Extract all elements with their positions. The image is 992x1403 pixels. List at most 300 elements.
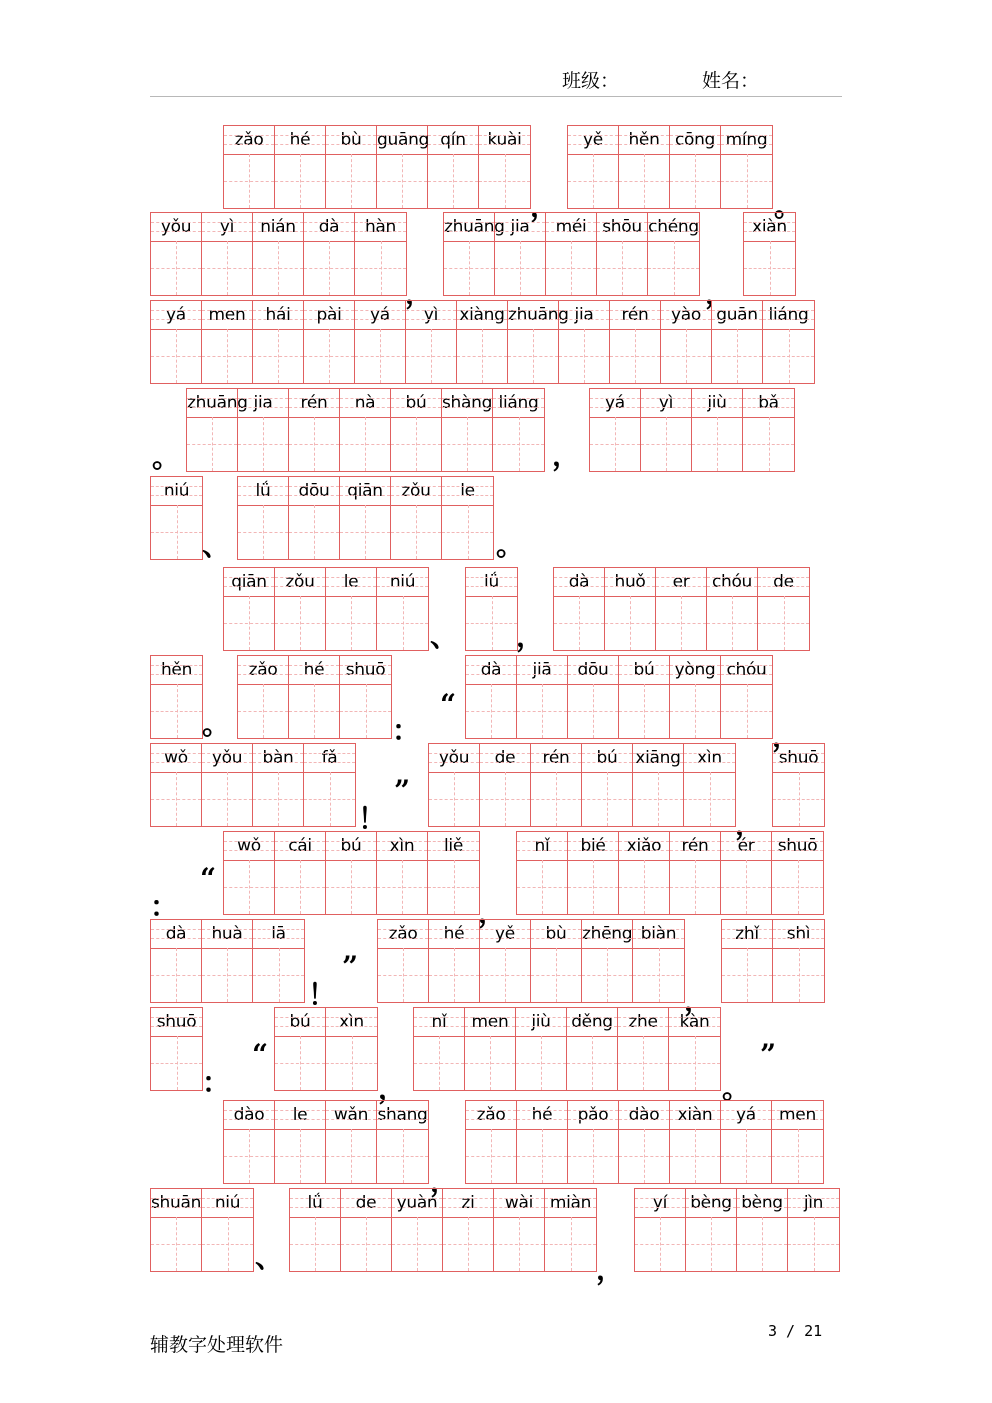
character-cell[interactable] (202, 1189, 253, 1271)
hanzi-writing-box[interactable] (391, 505, 441, 559)
hanzi-writing-box[interactable] (692, 417, 742, 471)
hanzi-writing-box[interactable] (224, 596, 274, 650)
hanzi-writing-box[interactable] (590, 417, 640, 471)
hanzi-writing-box[interactable] (517, 860, 567, 914)
hanzi-writing-box[interactable] (480, 772, 530, 826)
character-cell[interactable] (692, 389, 743, 471)
character-cell[interactable] (554, 568, 605, 650)
character-cell[interactable] (457, 301, 508, 383)
character-cell[interactable] (479, 126, 530, 208)
character-cell[interactable] (253, 213, 304, 295)
hanzi-writing-box[interactable] (377, 1129, 428, 1183)
hanzi-writing-box[interactable] (444, 241, 494, 295)
hanzi-writing-box[interactable] (151, 329, 201, 383)
hanzi-writing-box[interactable] (568, 860, 618, 914)
pinyin-label: le (326, 568, 376, 597)
character-cell[interactable] (377, 1101, 428, 1183)
character-cell[interactable] (531, 920, 582, 1002)
character-cell[interactable] (202, 920, 253, 1002)
hanzi-writing-box[interactable] (290, 1217, 340, 1271)
punctuation-mark: 。 (202, 708, 231, 741)
hanzi-writing-box[interactable] (151, 684, 202, 738)
pinyin-label: pài (304, 301, 354, 330)
pinyin-label: cōng (670, 126, 720, 155)
punctuation-mark: ， (478, 896, 507, 929)
hanzi-writing-box[interactable] (224, 860, 274, 914)
character-cell[interactable] (568, 126, 619, 208)
hanzi-writing-box[interactable] (340, 505, 390, 559)
character-cell[interactable] (202, 301, 253, 383)
character-cell[interactable] (428, 832, 479, 914)
character-cell[interactable] (568, 656, 619, 738)
hanzi-writing-box[interactable] (597, 241, 647, 295)
hanzi-writing-box[interactable] (466, 596, 517, 650)
pinyin-label: wǒ (224, 832, 274, 861)
hanzi-writing-box[interactable] (619, 154, 669, 208)
character-cell[interactable] (326, 126, 377, 208)
hanzi-writing-box[interactable] (763, 329, 814, 383)
punctuation-mark: ， (405, 277, 434, 310)
character-cell[interactable] (517, 1101, 568, 1183)
hanzi-writing-box[interactable] (151, 1217, 201, 1271)
hanzi-writing-box[interactable] (517, 684, 567, 738)
character-cell[interactable] (238, 389, 289, 471)
character-cell[interactable] (202, 213, 253, 295)
hanzi-writing-box[interactable] (326, 154, 376, 208)
character-cell[interactable] (465, 1008, 516, 1090)
pinyin-label: lǘ (466, 568, 517, 597)
punctuation-mark: “ (440, 688, 457, 721)
hanzi-writing-box[interactable] (743, 417, 794, 471)
grid-group (743, 212, 796, 296)
character-cell[interactable] (355, 213, 406, 295)
hanzi-writing-box[interactable] (253, 948, 304, 1002)
character-cell[interactable] (619, 126, 670, 208)
hanzi-writing-box[interactable] (428, 154, 478, 208)
hanzi-writing-box[interactable] (326, 1129, 376, 1183)
character-cell[interactable] (669, 1008, 720, 1090)
hanzi-writing-box[interactable] (568, 154, 618, 208)
grid-group (150, 919, 305, 1003)
character-cell[interactable] (531, 744, 582, 826)
hanzi-writing-box[interactable] (429, 948, 479, 1002)
character-cell[interactable] (656, 568, 707, 650)
hanzi-writing-box[interactable] (758, 596, 809, 650)
hanzi-writing-box[interactable] (605, 596, 655, 650)
hanzi-writing-box[interactable] (238, 505, 288, 559)
hanzi-writing-box[interactable] (545, 1217, 596, 1271)
hanzi-writing-box[interactable] (275, 596, 325, 650)
character-cell[interactable] (238, 656, 289, 738)
character-cell[interactable] (326, 1008, 377, 1090)
character-cell[interactable] (737, 1189, 788, 1271)
character-cell[interactable] (707, 568, 758, 650)
character-cell[interactable] (428, 126, 479, 208)
character-cell[interactable] (253, 301, 304, 383)
character-cell[interactable] (151, 1189, 202, 1271)
hanzi-writing-box[interactable] (275, 1129, 325, 1183)
hanzi-writing-box[interactable] (633, 948, 684, 1002)
hanzi-writing-box[interactable] (707, 596, 757, 650)
character-cell[interactable] (516, 1008, 567, 1090)
character-cell[interactable] (508, 301, 569, 383)
hanzi-writing-box[interactable] (304, 241, 354, 295)
hanzi-writing-box[interactable] (684, 772, 735, 826)
pinyin-label: míng (721, 126, 772, 155)
hanzi-writing-box[interactable] (493, 417, 544, 471)
character-cell[interactable] (304, 744, 355, 826)
hanzi-writing-box[interactable] (202, 329, 252, 383)
hanzi-writing-box[interactable] (326, 860, 376, 914)
character-cell[interactable] (275, 126, 326, 208)
character-cell[interactable] (304, 301, 355, 383)
character-cell[interactable] (151, 301, 202, 383)
hanzi-writing-box[interactable] (151, 241, 201, 295)
hanzi-writing-box[interactable] (670, 684, 720, 738)
hanzi-writing-box[interactable] (744, 241, 795, 295)
character-cell[interactable] (633, 920, 684, 1002)
character-cell[interactable] (493, 389, 544, 471)
character-cell[interactable] (289, 656, 340, 738)
hanzi-writing-box[interactable] (238, 417, 288, 471)
hanzi-writing-box[interactable] (202, 241, 252, 295)
hanzi-writing-box[interactable] (442, 505, 493, 559)
character-cell[interactable] (290, 1189, 341, 1271)
character-cell[interactable] (721, 832, 772, 914)
hanzi-writing-box[interactable] (442, 417, 492, 471)
hanzi-writing-box[interactable] (340, 417, 390, 471)
character-cell[interactable] (224, 126, 275, 208)
hanzi-writing-box[interactable] (275, 1036, 325, 1090)
hanzi-writing-box[interactable] (466, 684, 516, 738)
character-cell[interactable] (224, 568, 275, 650)
character-cell[interactable] (466, 568, 517, 650)
character-cell[interactable] (442, 389, 493, 471)
hanzi-writing-box[interactable] (772, 1129, 823, 1183)
hanzi-writing-box[interactable] (406, 329, 456, 383)
hanzi-writing-box[interactable] (275, 860, 325, 914)
hanzi-writing-box[interactable] (670, 154, 720, 208)
character-cell[interactable] (721, 126, 772, 208)
character-cell[interactable] (559, 301, 610, 383)
hanzi-writing-box[interactable] (480, 948, 530, 1002)
character-cell[interactable] (722, 920, 773, 1002)
character-cell[interactable] (340, 389, 391, 471)
character-cell[interactable] (568, 832, 619, 914)
hanzi-writing-box[interactable] (670, 1129, 720, 1183)
grid-group (465, 655, 773, 739)
hanzi-writing-box[interactable] (151, 948, 201, 1002)
hanzi-writing-box[interactable] (341, 1217, 391, 1271)
hanzi-writing-box[interactable] (202, 1217, 253, 1271)
character-cell[interactable] (289, 389, 340, 471)
hanzi-writing-box[interactable] (377, 154, 427, 208)
hanzi-writing-box[interactable] (224, 154, 274, 208)
character-cell[interactable] (224, 1101, 275, 1183)
hanzi-writing-box[interactable] (582, 948, 632, 1002)
pinyin-label: yì (202, 213, 252, 242)
character-cell[interactable] (444, 213, 505, 295)
character-cell[interactable] (763, 301, 814, 383)
character-cell[interactable] (442, 477, 493, 559)
character-cell[interactable] (517, 832, 568, 914)
hanzi-writing-box[interactable] (568, 1129, 618, 1183)
pinyin-label: jiù (516, 1008, 566, 1037)
character-cell[interactable] (466, 656, 517, 738)
hanzi-writing-box[interactable] (391, 417, 441, 471)
hanzi-writing-box[interactable] (648, 241, 699, 295)
character-cell[interactable] (744, 213, 795, 295)
hanzi-writing-box[interactable] (516, 1036, 566, 1090)
character-cell[interactable] (641, 389, 692, 471)
hanzi-writing-box[interactable] (253, 772, 303, 826)
hanzi-writing-box[interactable] (355, 329, 405, 383)
character-cell[interactable] (610, 301, 661, 383)
character-cell[interactable] (480, 744, 531, 826)
hanzi-writing-box[interactable] (479, 154, 530, 208)
character-cell[interactable] (635, 1189, 686, 1271)
character-cell[interactable] (275, 1101, 326, 1183)
hanzi-writing-box[interactable] (686, 1217, 736, 1271)
grid-group (772, 743, 825, 827)
character-cell[interactable] (355, 301, 406, 383)
character-cell[interactable] (253, 920, 304, 1002)
hanzi-writing-box[interactable] (187, 417, 237, 471)
character-cell[interactable] (568, 1101, 619, 1183)
hanzi-writing-box[interactable] (669, 1036, 720, 1090)
hanzi-writing-box[interactable] (275, 154, 325, 208)
character-cell[interactable] (495, 213, 546, 295)
character-cell[interactable] (582, 920, 633, 1002)
hanzi-writing-box[interactable] (722, 948, 772, 1002)
character-cell[interactable] (151, 744, 202, 826)
character-cell[interactable] (721, 1101, 772, 1183)
character-cell[interactable] (567, 1008, 618, 1090)
character-cell[interactable] (788, 1189, 839, 1271)
character-cell[interactable] (414, 1008, 465, 1090)
character-cell[interactable] (721, 656, 772, 738)
hanzi-writing-box[interactable] (326, 1036, 377, 1090)
hanzi-writing-box[interactable] (443, 1217, 493, 1271)
character-cell[interactable] (377, 126, 428, 208)
punctuation-mark: 。 (152, 441, 181, 474)
pinyin-label: yì (641, 389, 691, 418)
character-cell[interactable] (670, 1101, 721, 1183)
pinyin-label: rén (531, 744, 581, 773)
punctuation-mark: ， (552, 439, 581, 472)
hanzi-writing-box[interactable] (531, 948, 581, 1002)
character-cell[interactable] (326, 832, 377, 914)
hanzi-writing-box[interactable] (721, 860, 771, 914)
character-cell[interactable] (546, 213, 597, 295)
hanzi-writing-box[interactable] (355, 241, 406, 295)
hanzi-writing-box[interactable] (378, 948, 428, 1002)
character-cell[interactable] (187, 389, 248, 471)
character-cell[interactable] (289, 477, 340, 559)
hanzi-writing-box[interactable] (151, 772, 201, 826)
hanzi-writing-box[interactable] (253, 241, 303, 295)
hanzi-writing-box[interactable] (567, 1036, 617, 1090)
character-cell[interactable] (773, 920, 824, 1002)
hanzi-writing-box[interactable] (151, 1036, 202, 1090)
character-cell[interactable] (151, 920, 202, 1002)
hanzi-writing-box[interactable] (253, 329, 303, 383)
character-cell[interactable] (378, 920, 429, 1002)
character-cell[interactable] (202, 744, 253, 826)
hanzi-writing-box[interactable] (457, 329, 507, 383)
character-cell[interactable] (686, 1189, 737, 1271)
hanzi-writing-box[interactable] (635, 1217, 685, 1271)
character-cell[interactable] (772, 1101, 823, 1183)
character-cell[interactable] (253, 744, 304, 826)
character-cell[interactable] (494, 1189, 545, 1271)
hanzi-writing-box[interactable] (289, 684, 339, 738)
character-cell[interactable] (619, 656, 670, 738)
hanzi-writing-box[interactable] (773, 948, 824, 1002)
character-cell[interactable] (340, 477, 391, 559)
hanzi-writing-box[interactable] (495, 241, 545, 295)
grid-group (289, 1188, 597, 1272)
hanzi-writing-box[interactable] (202, 948, 252, 1002)
character-cell[interactable] (340, 656, 391, 738)
character-cell[interactable] (392, 1189, 443, 1271)
character-cell[interactable] (619, 832, 670, 914)
hanzi-writing-box[interactable] (304, 329, 354, 383)
character-cell[interactable] (743, 389, 794, 471)
hanzi-writing-box[interactable] (633, 772, 683, 826)
pinyin-label: lǘ (238, 477, 288, 506)
hanzi-writing-box[interactable] (610, 329, 660, 383)
hanzi-writing-box[interactable] (788, 1217, 839, 1271)
character-cell[interactable] (391, 389, 442, 471)
hanzi-writing-box[interactable] (151, 505, 202, 559)
character-cell[interactable] (326, 568, 377, 650)
character-cell[interactable] (429, 744, 480, 826)
character-cell[interactable] (670, 126, 721, 208)
hanzi-writing-box[interactable] (340, 684, 391, 738)
character-cell[interactable] (712, 301, 763, 383)
hanzi-writing-box[interactable] (202, 772, 252, 826)
character-cell[interactable] (480, 920, 531, 1002)
hanzi-writing-box[interactable] (238, 684, 288, 738)
pinyin-label: zhǐ (722, 920, 772, 949)
footer-brand: 辅教字处理软件 (150, 1334, 284, 1356)
hanzi-writing-box[interactable] (377, 596, 428, 650)
hanzi-writing-box[interactable] (721, 684, 772, 738)
character-cell[interactable] (758, 568, 809, 650)
character-cell[interactable] (406, 301, 457, 383)
character-cell[interactable] (661, 301, 712, 383)
character-cell[interactable] (151, 1008, 202, 1090)
hanzi-writing-box[interactable] (661, 329, 711, 383)
hanzi-writing-box[interactable] (465, 1036, 515, 1090)
hanzi-writing-box[interactable] (656, 596, 706, 650)
hanzi-writing-box[interactable] (429, 772, 479, 826)
hanzi-writing-box[interactable] (670, 860, 720, 914)
hanzi-writing-box[interactable] (531, 772, 581, 826)
character-cell[interactable] (377, 832, 428, 914)
hanzi-writing-box[interactable] (554, 596, 604, 650)
hanzi-writing-box[interactable] (224, 1129, 274, 1183)
character-cell[interactable] (151, 656, 202, 738)
hanzi-writing-box[interactable] (304, 772, 355, 826)
character-cell[interactable] (391, 477, 442, 559)
character-cell[interactable] (151, 477, 202, 559)
character-cell[interactable] (238, 477, 289, 559)
hanzi-writing-box[interactable] (428, 860, 479, 914)
pinyin-label: de (480, 744, 530, 773)
hanzi-writing-box[interactable] (619, 860, 669, 914)
hanzi-writing-box[interactable] (618, 1036, 668, 1090)
hanzi-writing-box[interactable] (289, 505, 339, 559)
hanzi-writing-box[interactable] (568, 684, 618, 738)
hanzi-writing-box[interactable] (772, 860, 823, 914)
hanzi-writing-box[interactable] (737, 1217, 787, 1271)
character-cell[interactable] (275, 568, 326, 650)
hanzi-writing-box[interactable] (508, 329, 558, 383)
punctuation-mark: ” (342, 950, 359, 983)
character-cell[interactable] (619, 1101, 670, 1183)
character-cell[interactable] (772, 832, 823, 914)
character-cell[interactable] (151, 213, 202, 295)
character-cell[interactable] (466, 1101, 517, 1183)
character-cell[interactable] (684, 744, 735, 826)
hanzi-writing-box[interactable] (619, 1129, 669, 1183)
hanzi-writing-box[interactable] (582, 772, 632, 826)
character-cell[interactable] (633, 744, 684, 826)
hanzi-writing-box[interactable] (517, 1129, 567, 1183)
character-cell[interactable] (377, 568, 428, 650)
character-cell[interactable] (670, 656, 721, 738)
character-cell[interactable] (224, 832, 275, 914)
hanzi-writing-box[interactable] (559, 329, 609, 383)
hanzi-writing-box[interactable] (773, 772, 824, 826)
hanzi-writing-box[interactable] (721, 1129, 771, 1183)
character-cell[interactable] (670, 832, 721, 914)
hanzi-writing-box[interactable] (641, 417, 691, 471)
character-cell[interactable] (605, 568, 656, 650)
character-cell[interactable] (341, 1189, 392, 1271)
character-cell[interactable] (275, 832, 326, 914)
character-cell[interactable] (618, 1008, 669, 1090)
hanzi-writing-box[interactable] (289, 417, 339, 471)
hanzi-writing-box[interactable] (494, 1217, 544, 1271)
hanzi-writing-box[interactable] (377, 860, 427, 914)
character-cell[interactable] (545, 1189, 596, 1271)
hanzi-writing-box[interactable] (392, 1217, 442, 1271)
pinyin-label: hé (429, 920, 479, 949)
character-cell[interactable] (275, 1008, 326, 1090)
hanzi-writing-box[interactable] (712, 329, 762, 383)
hanzi-writing-box[interactable] (466, 1129, 516, 1183)
character-cell[interactable] (304, 213, 355, 295)
character-cell[interactable] (648, 213, 699, 295)
character-cell[interactable] (429, 920, 480, 1002)
character-cell[interactable] (326, 1101, 377, 1183)
character-cell[interactable] (590, 389, 641, 471)
hanzi-writing-box[interactable] (721, 154, 772, 208)
character-cell[interactable] (443, 1189, 494, 1271)
hanzi-writing-box[interactable] (546, 241, 596, 295)
character-cell[interactable] (773, 744, 824, 826)
punctuation-mark: ， (516, 620, 545, 653)
hanzi-writing-box[interactable] (619, 684, 669, 738)
character-cell[interactable] (517, 656, 568, 738)
character-cell[interactable] (582, 744, 633, 826)
character-cell[interactable] (597, 213, 648, 295)
hanzi-writing-box[interactable] (414, 1036, 464, 1090)
hanzi-writing-box[interactable] (326, 596, 376, 650)
